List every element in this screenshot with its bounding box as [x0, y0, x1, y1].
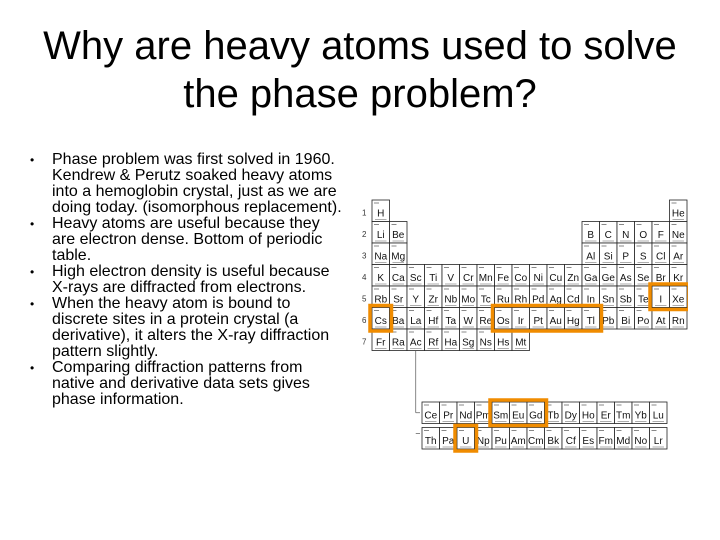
- element-symbol: Pa: [442, 436, 455, 447]
- bullet-text: Heavy atoms are useful because they are electron dense. Bottom of periodic table.: [52, 215, 323, 264]
- bullet-text: High electron density is useful because X-rays are diffracted from electrons.: [52, 263, 330, 296]
- element-symbol: Tb: [547, 410, 560, 422]
- period-number: 2: [362, 230, 367, 239]
- element-cell-pt: [530, 308, 548, 330]
- element-symbol: Sg: [462, 337, 475, 349]
- title-line-2: the phase problem?: [183, 72, 537, 116]
- element-symbol: Cd: [566, 294, 580, 306]
- bullet-text: When the heavy atom is bound to discrete sites in a protein crystal (a derivative), it alters the X-ray diffraction pattern slightly.: [52, 295, 330, 360]
- bullet-text: Comparing diffraction patterns from native and derivative data sets gives phase information.: [52, 359, 310, 408]
- element-cell-p: [617, 243, 635, 265]
- element-symbol: Md: [616, 436, 631, 447]
- element-cell-cm: [527, 428, 545, 450]
- slide-title: [20, 22, 700, 118]
- element-cell-co: [512, 265, 530, 287]
- element-symbol: Hf: [428, 316, 439, 327]
- bullet-item: [26, 152, 346, 216]
- element-symbol: Al: [586, 251, 596, 263]
- element-cell-ho: [580, 402, 598, 424]
- element-cell-i: [652, 286, 670, 308]
- element-cell-w: [460, 308, 478, 330]
- element-cell-lr: [650, 428, 668, 450]
- element-symbol: I: [659, 294, 663, 306]
- element-symbol: Tl: [586, 316, 595, 327]
- element-symbol: Pr: [443, 410, 454, 422]
- bullet-item: [26, 360, 346, 408]
- element-cell-sm: [492, 402, 510, 424]
- element-symbol: Mn: [478, 273, 493, 284]
- element-symbol: Y: [412, 294, 420, 306]
- element-symbol: Ni: [533, 273, 543, 284]
- element-symbol: Ti: [429, 273, 438, 284]
- element-symbol: Ho: [581, 410, 595, 422]
- element-cell-xe: [670, 286, 688, 308]
- period-number: 5: [362, 294, 367, 304]
- element-symbol: Bi: [621, 316, 631, 327]
- element-symbol: Cl: [656, 251, 666, 263]
- element-symbol: Re: [479, 316, 493, 327]
- element-symbol: Th: [424, 436, 437, 447]
- element-cell-n: [617, 222, 635, 244]
- bullet-dot-icon: •: [30, 153, 35, 167]
- bullet-item: [26, 264, 346, 296]
- element-symbol: Ga: [584, 273, 598, 284]
- element-symbol: Lu: [652, 410, 664, 422]
- title-line-1: Why are heavy atoms used to solve: [43, 24, 677, 68]
- element-cell-rf: [425, 329, 443, 351]
- bullet-dot-icon: •: [30, 297, 35, 311]
- element-cell-k: [372, 265, 390, 287]
- element-symbol: Er: [600, 410, 611, 422]
- element-symbol: Ar: [673, 251, 684, 263]
- element-symbol: Ag: [549, 294, 562, 306]
- element-symbol: Zn: [567, 273, 580, 284]
- element-symbol: Nd: [459, 410, 473, 422]
- element-symbol: Ir: [517, 316, 524, 327]
- element-symbol: Ta: [445, 316, 457, 327]
- element-cell-ne: [670, 222, 688, 244]
- element-cell-ga: [582, 265, 600, 287]
- element-symbol: Bk: [547, 436, 560, 447]
- element-cell-fe: [495, 265, 513, 287]
- period-number: 3: [362, 251, 367, 261]
- period-number: 1: [362, 208, 367, 218]
- element-symbol: La: [410, 316, 422, 327]
- element-symbol: Pu: [494, 436, 507, 447]
- element-symbol: Rh: [514, 294, 528, 306]
- element-symbol: Pd: [532, 294, 545, 306]
- element-cell-be: [390, 222, 408, 244]
- element-symbol: Ge: [601, 273, 615, 284]
- element-symbol: Rb: [374, 294, 388, 306]
- element-symbol: Si: [603, 251, 613, 263]
- element-symbol: Be: [392, 230, 405, 241]
- element-symbol: Es: [582, 436, 595, 447]
- element-symbol: Pb: [602, 316, 615, 327]
- element-symbol: Pt: [533, 316, 543, 327]
- element-symbol: Cm: [527, 436, 544, 447]
- element-symbol: Se: [637, 273, 650, 284]
- element-symbol: Nb: [444, 294, 458, 306]
- element-symbol: Sc: [409, 273, 422, 284]
- bullet-dot-icon: •: [30, 265, 35, 279]
- element-symbol: As: [619, 273, 632, 284]
- element-symbol: Rf: [428, 337, 439, 349]
- element-cell-ta: [442, 308, 460, 330]
- element-symbol: Ne: [671, 230, 685, 241]
- element-cell-yb: [632, 402, 650, 424]
- element-cell-al: [582, 243, 600, 265]
- element-cell-hg: [565, 308, 583, 330]
- element-symbol: Yb: [634, 410, 647, 422]
- element-cell-mn: [477, 265, 495, 287]
- element-cell-la: [407, 308, 425, 330]
- element-cell-v: [442, 265, 460, 287]
- element-symbol: Au: [549, 316, 562, 327]
- element-symbol: Na: [374, 251, 388, 263]
- element-cell-sb: [617, 286, 635, 308]
- element-symbol: Ha: [444, 337, 458, 349]
- element-cell-cf: [562, 428, 580, 450]
- element-symbol: Hs: [497, 337, 510, 349]
- bullet-dot-icon: •: [30, 361, 35, 375]
- element-cell-h: [372, 200, 390, 222]
- element-symbol: S: [639, 251, 647, 263]
- bullet-item: [26, 216, 346, 264]
- element-symbol: Te: [637, 294, 649, 306]
- element-symbol: Tm: [616, 410, 631, 422]
- period-number: 7: [362, 337, 367, 347]
- element-symbol: Zr: [428, 294, 438, 306]
- element-cell-y: [407, 286, 425, 308]
- element-cell-ce: [422, 402, 440, 424]
- period-number: 4: [362, 273, 367, 282]
- bullet-dot-icon: •: [30, 217, 35, 231]
- element-symbol: B: [587, 230, 595, 241]
- element-symbol: Ra: [391, 337, 405, 349]
- element-symbol: Fm: [598, 436, 613, 447]
- element-cell-es: [580, 428, 598, 450]
- element-cell-lu: [650, 402, 668, 424]
- element-symbol: Po: [637, 316, 650, 327]
- element-cell-cu: [547, 265, 565, 287]
- element-cell-pu: [492, 428, 510, 450]
- element-symbol: K: [377, 273, 385, 284]
- element-cell-ca: [390, 265, 408, 287]
- element-symbol: Pm: [475, 410, 491, 422]
- element-symbol: Mo: [461, 294, 476, 306]
- element-symbol: Dy: [564, 410, 577, 422]
- element-symbol: Hg: [566, 316, 580, 327]
- element-cell-eu: [510, 402, 528, 424]
- element-symbol: Ns: [479, 337, 492, 349]
- element-symbol: C: [604, 230, 612, 241]
- element-symbol: Mg: [391, 251, 406, 263]
- element-symbol: Sr: [393, 294, 404, 306]
- element-symbol: Sb: [619, 294, 632, 306]
- element-symbol: Fr: [376, 337, 386, 349]
- element-cell-ac: [407, 329, 425, 351]
- element-symbol: Cf: [565, 436, 576, 447]
- element-cell-as: [617, 265, 635, 287]
- element-cell-he: [670, 200, 688, 222]
- element-cell-no: [632, 428, 650, 450]
- element-symbol: V: [447, 273, 455, 284]
- element-cell-cl: [652, 243, 670, 265]
- element-cell-na: [372, 243, 390, 265]
- element-symbol: Am: [510, 436, 526, 447]
- element-symbol: Fe: [497, 273, 510, 284]
- element-cell-hf: [425, 308, 443, 330]
- element-cell-o: [635, 222, 653, 244]
- element-symbol: Cu: [549, 273, 563, 284]
- element-symbol: Np: [476, 436, 490, 447]
- element-cell-bi: [617, 308, 635, 330]
- element-cell-pr: [440, 402, 458, 424]
- element-symbol: N: [622, 230, 630, 241]
- element-symbol: Cs: [374, 316, 387, 327]
- element-symbol: Os: [496, 316, 510, 327]
- element-symbol: W: [463, 316, 473, 327]
- element-cell-s: [635, 243, 653, 265]
- element-cell-mo: [460, 286, 478, 308]
- element-symbol: Sn: [602, 294, 615, 306]
- element-cell-ar: [670, 243, 688, 265]
- element-symbol: Kr: [673, 273, 684, 284]
- element-symbol: At: [656, 316, 666, 327]
- element-symbol: Mt: [515, 337, 527, 349]
- element-symbol: P: [622, 251, 630, 263]
- element-cell-tm: [615, 402, 633, 424]
- element-cell-dy: [562, 402, 580, 424]
- element-symbol: Sm: [493, 410, 509, 422]
- element-symbol: U: [462, 436, 470, 447]
- element-symbol: Gd: [529, 410, 543, 422]
- element-cell-ge: [600, 265, 618, 287]
- element-symbol: Ce: [424, 410, 438, 422]
- element-cell-th: [422, 428, 440, 450]
- element-cell-gd: [527, 402, 545, 424]
- element-symbol: Ac: [409, 337, 422, 349]
- element-cell-er: [597, 402, 615, 424]
- element-cell-tl: [582, 308, 600, 330]
- element-cell-nb: [442, 286, 460, 308]
- element-cell-cr: [460, 265, 478, 287]
- element-symbol: Ba: [392, 316, 405, 327]
- element-cell-nd: [457, 402, 475, 424]
- element-cell-b: [582, 222, 600, 244]
- element-symbol: Cr: [462, 273, 474, 284]
- element-symbol: Ca: [391, 273, 405, 284]
- element-cell-ni: [530, 265, 548, 287]
- element-cell-zn: [565, 265, 583, 287]
- element-cell-sg: [460, 329, 478, 351]
- element-cell-bk: [545, 428, 563, 450]
- bullet-item: [26, 296, 346, 360]
- element-cell-os: [495, 308, 513, 330]
- element-cell-f: [652, 222, 670, 244]
- element-symbol: Xe: [672, 294, 685, 306]
- element-cell-c: [600, 222, 618, 244]
- element-symbol: In: [586, 294, 595, 306]
- element-symbol: Eu: [512, 410, 525, 422]
- element-cell-am: [510, 428, 528, 450]
- element-cell-ti: [425, 265, 443, 287]
- element-symbol: Tc: [480, 294, 491, 306]
- element-cell-md: [615, 428, 633, 450]
- element-symbol: O: [639, 230, 648, 241]
- element-symbol: Li: [376, 230, 385, 241]
- bullet-text: Phase problem was first solved in 1960. Kendrew & Perutz soaked heavy atoms into a hemoglobin crystal, just as we are doing today. (isomorphous replacement).: [52, 151, 342, 216]
- element-cell-fm: [597, 428, 615, 450]
- element-symbol: H: [377, 208, 385, 220]
- element-symbol: Rn: [671, 316, 685, 327]
- element-cell-zr: [425, 286, 443, 308]
- element-cell-au: [547, 308, 565, 330]
- element-cell-ha: [442, 329, 460, 351]
- periodic-table-image: [358, 188, 688, 458]
- element-symbol: Lr: [653, 436, 663, 447]
- element-cell-li: [372, 222, 390, 244]
- element-cell-mg: [390, 243, 408, 265]
- element-cell-sc: [407, 265, 425, 287]
- element-symbol: F: [657, 230, 664, 241]
- element-symbol: No: [634, 436, 648, 447]
- element-cell-ir: [512, 308, 530, 330]
- element-cell-u: [457, 428, 475, 450]
- bullet-list: [26, 152, 346, 408]
- period-number: 6: [362, 316, 367, 325]
- element-symbol: He: [671, 208, 685, 220]
- element-symbol: Ru: [496, 294, 510, 306]
- element-symbol: Br: [655, 273, 666, 284]
- element-cell-si: [600, 243, 618, 265]
- element-symbol: Co: [514, 273, 528, 284]
- element-cell-cs: [372, 308, 390, 330]
